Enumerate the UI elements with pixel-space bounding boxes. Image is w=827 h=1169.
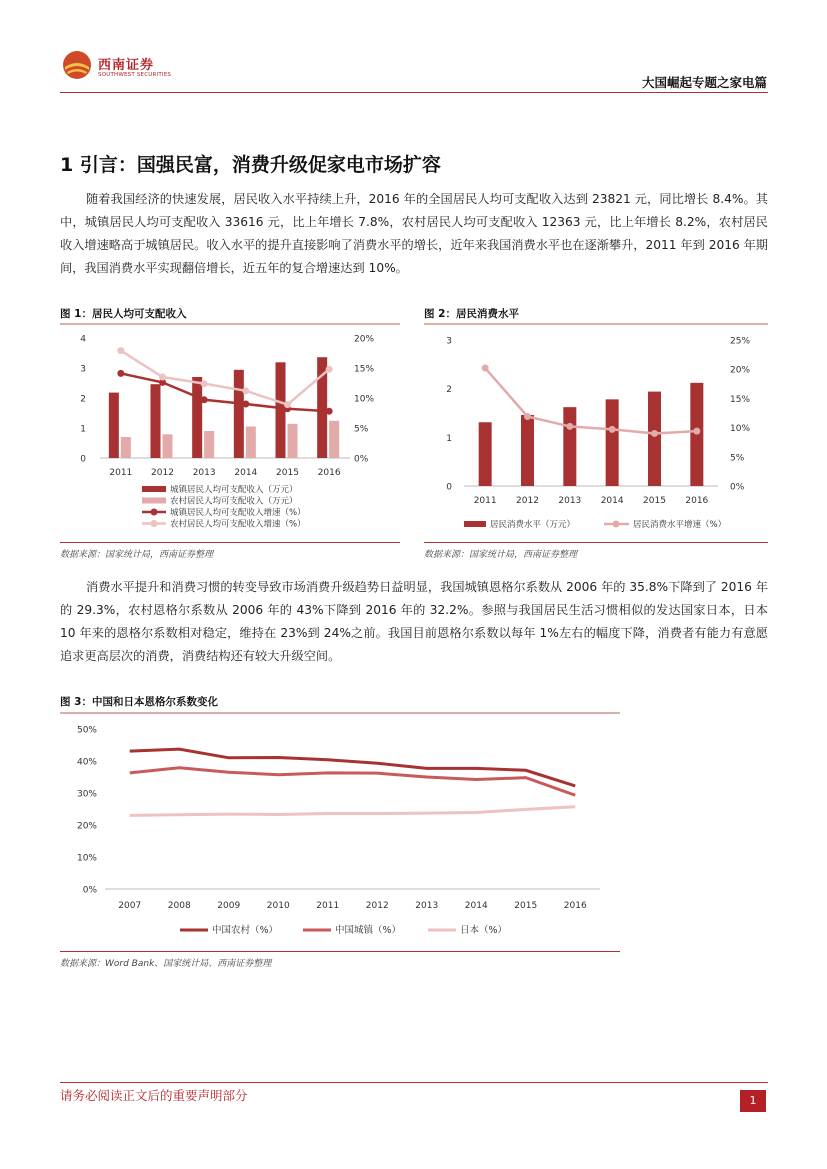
section-heading: 1 引言：国强民富，消费升级促家电市场扩容	[60, 154, 441, 176]
line-china-rural	[130, 749, 576, 786]
x-tick-label: 2011	[109, 468, 133, 478]
point-urban-growth	[201, 396, 208, 403]
page-number: 1	[740, 1090, 766, 1112]
line-japan	[130, 807, 576, 816]
x-tick-label: 2016	[685, 496, 709, 506]
bar-consumption	[648, 392, 661, 486]
fig2-source: 数据来源：国家统计局，西南证券整理	[424, 550, 578, 560]
x-tick-label: 2011	[316, 901, 340, 911]
legend-label: 居民消费水平（万元）	[490, 520, 576, 530]
point-consumption-growth	[566, 423, 573, 430]
point-consumption-growth	[693, 428, 700, 435]
x-tick-label: 2013	[558, 496, 582, 506]
y2-tick-label: 0%	[354, 454, 369, 465]
legend-label: 农村居民人均可支配收入（万元）	[170, 496, 298, 507]
bar-urban	[234, 370, 244, 458]
x-tick-label: 2012	[516, 496, 539, 506]
x-tick-label: 2014	[464, 901, 488, 911]
bar-consumption	[563, 407, 576, 486]
y-tick-label: 4	[80, 334, 86, 345]
point-consumption-growth	[651, 430, 658, 437]
legend-label: 中国城镇（%）	[335, 925, 402, 936]
line-china-urban	[130, 768, 576, 796]
x-tick-label: 2013	[192, 468, 216, 478]
y-tick-label: 0	[446, 482, 452, 493]
x-tick-label: 2015	[514, 901, 538, 911]
legend-label: 城镇居民人均可支配收入（万元）	[170, 485, 298, 495]
report-title: 大国崛起专题之家电篇	[641, 75, 767, 90]
y-tick-label: 30%	[76, 789, 97, 800]
legend-label: 日本（%）	[460, 925, 508, 936]
x-tick-label: 2016	[563, 901, 587, 911]
footer-disclaimer: 请务必阅读正文后的重要声明部分	[60, 1088, 248, 1103]
legend-swatch	[142, 498, 166, 504]
legend-swatch	[151, 520, 158, 527]
legend-label: 居民消费水平增速（%）	[633, 520, 727, 530]
point-rural-growth	[284, 401, 291, 408]
y-tick-label: 20%	[76, 821, 97, 832]
x-tick-label: 2011	[473, 496, 497, 506]
x-tick-label: 2015	[643, 496, 666, 506]
fig1-bottom-rule	[60, 542, 400, 543]
point-urban-growth	[117, 370, 124, 377]
y-tick-label: 40%	[76, 757, 97, 768]
y-tick-label: 50%	[76, 725, 97, 736]
bar-urban	[192, 377, 202, 458]
y-tick-label: 3	[80, 364, 86, 375]
bar-rural	[329, 421, 339, 458]
fig3-top-rule	[60, 712, 620, 714]
bar-rural	[288, 424, 298, 458]
fig2-bottom-rule	[424, 542, 768, 543]
bar-consumption	[521, 415, 534, 486]
legend-swatch	[142, 486, 166, 492]
point-rural-growth	[326, 366, 333, 373]
point-rural-growth	[117, 347, 124, 354]
x-tick-label: 2016	[317, 468, 341, 478]
y2-tick-label: 5%	[354, 424, 369, 435]
bar-rural	[204, 431, 214, 458]
y-tick-label: 0	[80, 454, 86, 465]
company-logo	[62, 48, 192, 84]
point-consumption-growth	[482, 365, 489, 372]
y-tick-label: 10%	[76, 853, 97, 864]
fig3-title: 图 3：中国和日本恩格尔系数变化	[60, 696, 218, 708]
point-rural-growth	[242, 387, 249, 394]
x-tick-label: 2014	[234, 468, 258, 478]
y-tick-label: 1	[80, 424, 86, 435]
line-consumption-growth	[485, 368, 697, 433]
legend-swatch	[464, 521, 486, 527]
x-tick-label: 2010	[266, 901, 290, 911]
point-rural-growth	[159, 374, 166, 381]
legend-label: 城镇居民人均可支配收入增速（%）	[170, 508, 306, 518]
y2-tick-label: 10%	[354, 394, 375, 405]
x-tick-label: 2013	[415, 901, 439, 911]
point-consumption-growth	[524, 413, 531, 420]
y2-tick-label: 20%	[354, 334, 375, 345]
fig1-top-rule	[60, 323, 400, 325]
x-tick-label: 2007	[118, 901, 142, 911]
y2-tick-label: 25%	[730, 336, 751, 347]
fig3-chart	[60, 716, 620, 948]
y2-tick-label: 0%	[730, 482, 745, 493]
y-tick-label: 2	[446, 385, 452, 396]
bar-urban	[276, 362, 286, 458]
y2-tick-label: 15%	[354, 364, 375, 375]
point-consumption-growth	[609, 426, 616, 433]
point-urban-growth	[242, 401, 249, 408]
point-urban-growth	[326, 408, 333, 415]
x-tick-label: 2012	[365, 901, 389, 911]
paragraph-income: 随着我国经济的快速发展，居民收入水平持续上升，2016 年的全国居民人均可支配收入达到 23821 元，同比增长 8.4%。其中，城镇居民人均可支配收入 33616 元，比上年增长 7.8%，农村居民人均可支配收入 12363 元，比上年增长 8.2%，农村居民收入增速略高于城镇居民。收入水平的提升直接影响了消费水平的增长，近年来我国消费水平也在逐渐攀升，2011 年到 2016 年期间，我国消费水平实现翻倍增长，近五年的复合增速达到 10%。	[60, 192, 768, 275]
legend-swatch	[613, 521, 620, 528]
bar-rural	[121, 437, 131, 458]
x-tick-label: 2014	[600, 496, 624, 506]
bar-urban	[109, 393, 119, 458]
bar-urban	[151, 384, 161, 458]
footer-divider	[60, 1082, 768, 1083]
y-tick-label: 0%	[82, 885, 97, 896]
header-divider	[60, 92, 768, 93]
legend-label: 中国农村（%）	[212, 925, 279, 936]
bar-consumption	[479, 422, 492, 486]
y2-tick-label: 5%	[730, 453, 745, 464]
fig3-source: 数据来源：Word Bank、国家统计局、西南证券整理	[60, 959, 272, 969]
bar-rural	[163, 434, 173, 458]
y-tick-label: 3	[446, 336, 452, 347]
y2-tick-label: 20%	[730, 365, 751, 376]
paragraph-engel: 消费水平提升和消费习惯的转变导致市场消费升级趋势日益明显，我国城镇恩格尔系数从 2006 年的 35.8%下降到了 2016 年的 29.3%，农村恩格尔系数从 2006 年的 43%下降到 2016 年的 32.2%。参照与我国居民生活习惯相似的发达国家日本，日本 10 年来的恩格尔系数相对稳定，维持在 23%到 24%之前。我国目前恩格尔系数以每年 1%左右的幅度下降，消费者有能力有意愿追求更高层次的消费，消费结构还有较大升级空间。	[60, 580, 768, 663]
fig2-top-rule	[424, 323, 768, 325]
y-tick-label: 1	[446, 433, 452, 444]
legend-label: 农村居民人均可支配收入增速（%）	[170, 519, 306, 530]
y-tick-label: 2	[80, 394, 86, 405]
bar-consumption	[606, 399, 619, 486]
fig2-chart	[424, 326, 768, 540]
x-tick-label: 2015	[276, 468, 299, 478]
fig1-title: 图 1：居民人均可支配收入	[60, 308, 187, 320]
fig1-source: 数据来源：国家统计局，西南证券整理	[60, 550, 214, 560]
legend-swatch	[151, 509, 158, 516]
bar-rural	[246, 427, 256, 459]
x-tick-label: 2012	[151, 468, 174, 478]
point-rural-growth	[201, 380, 208, 387]
fig3-bottom-rule	[60, 951, 620, 952]
x-tick-label: 2008	[167, 901, 191, 911]
logo-text-cn: 西南证券	[98, 58, 155, 73]
logo-mark-icon	[62, 50, 92, 80]
logo-text-en: SOUTHWEST SECURITIES	[98, 72, 172, 78]
x-tick-label: 2009	[217, 901, 241, 911]
fig2-title: 图 2：居民消费水平	[424, 308, 519, 320]
y2-tick-label: 10%	[730, 424, 751, 435]
fig1-chart	[60, 326, 400, 540]
y2-tick-label: 15%	[730, 394, 751, 405]
